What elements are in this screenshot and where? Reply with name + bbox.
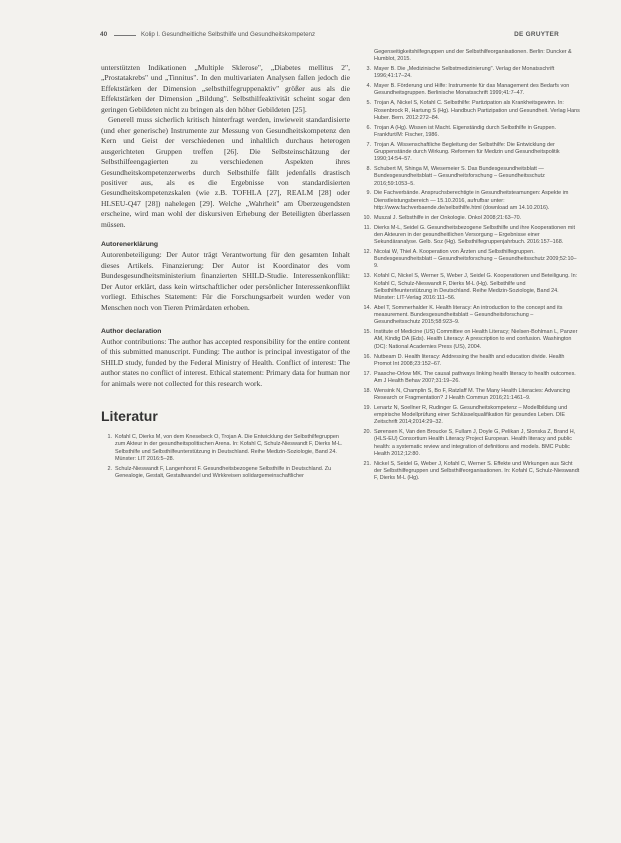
reference-number: 13. (363, 273, 371, 280)
reference-text: Schubert M, Shinga M, Wiesemeier S. Das Bundesgesundheitsblatt — Bundesgesundheitsblatt – Gesundheitsforschung – Gesundheitsschutz 2016;59:1053–5. (374, 166, 545, 187)
reference-number: 19. (363, 404, 371, 411)
reference-text: Schulz-Nieswandt F, Langenhorst F. Gesundheitsbezogene Selbsthilfe in Deutschland. Zu Genealogie, Gestalt, Gestaltwandel und Wirkkreisen solidargemeinschaftlicher (115, 465, 332, 479)
reference-text: Nicolai W, Thiel A. Kooperation von Ärzten und Selbsthilfegruppen. Bundesgesundheitsblatt – Gesundheitsforschung – Gesundheitsschutz 2009;52:10–9. (374, 248, 577, 270)
publisher-brand: DE GRUYTER (514, 31, 559, 38)
reference-item (361, 100, 581, 122)
literature-heading: Literatur (101, 408, 158, 425)
reference-item (361, 305, 581, 327)
body-text (101, 63, 350, 230)
reference-text: Nickel S, Seidel G, Weber J, Kofahl C, Werner S. Effekte und Wirkungen aus Sicht der Selbsthilfegruppen und Selbsthilfeorganisationen. In: Kofahl C, Schulz-Nieswandt F, Dierks M-L (Hg). (374, 460, 580, 482)
reference-text: Sørensen K, Van den Broucke S, Fullam J, Doyle G, Pelikan J, Slonska Z, Brand H, (HLS-EU) Consortium Health Literacy Project European. Health literacy and public health: a systematic review and integration of definitions and models. BMC Public Health 2012;12:80. (374, 429, 576, 457)
reference-text: Lenartz N, Soellner R, Rudinger G. Gesundheitskompetenz – Modellbildung und empirische Modellprüfung einer Schlüsselqualifikation für gesundes Leben. DIE Zeitschrift 2014;2014:29–32. (374, 404, 568, 426)
reference-item (361, 49, 581, 64)
reference-item (361, 329, 581, 351)
reference-text: Trojan A, Nickel S, Kofahl C. Selbsthilfe: Partizipation als Krankheitsgewinn. In: Rosenbrock R, Hartung S (Hg). Handbuch Partizipation und Gesundheit. Verlag Hans Huber. Bern. 2012:272–84. (374, 100, 580, 121)
reference-text: Wensink N, Champlin S, Bo F, Ratzlaff M. The Many Health Literacies: Advancing Research or Fragmentation? J Health Commun 2016;21:1461–9. (374, 387, 570, 401)
reference-number: 11. (363, 224, 371, 231)
reference-item (361, 125, 581, 140)
reference-item (361, 166, 581, 188)
reference-number: 8. (366, 166, 371, 173)
body-paragraph: unterstützten Indikationen „Multiple Sklerose", „Diabetes mellitus 2", „Prostatakrebs" und „Tinnitus". In den multivariaten Analysen fallen jedoch die Effektstärken der Dimension „selbsthilfegruppenaktiv" größer aus als die Effektstärken der Dimension „Bildung". Selbsthilfeaktivität scheint sogar den geringen Gebildeten nicht zu bringen als den höher Gebildeten [25]. (101, 63, 350, 114)
reference-text: Institute of Medicine (US) Committee on Health Literacy; Nielsen-Bohlman L, Panzer AM, Kindig DA (Eds). Health Literacy: A prescription to end confusion. Washington (DC): National Academies Press (US), 2004. (374, 329, 578, 350)
reference-number: 20. (363, 429, 371, 436)
reference-item (361, 83, 581, 98)
reference-item (361, 142, 581, 164)
reference-text: Paasche-Orlow MK. The causal pathways linking health literacy to health outcomes. Am J Health Behav 2007;31:19–26. (374, 370, 576, 384)
reference-number: 18. (363, 387, 371, 394)
reference-text: Trojan A (Hg). Wissen ist Macht. Eigenständig durch Selbsthilfe in Gruppen. Frankfurt/M: Fischer, 1986. (374, 124, 557, 138)
reference-number: 2. (107, 465, 112, 472)
reference-number: 12. (363, 248, 371, 255)
reference-item (361, 461, 581, 483)
reference-item (101, 466, 350, 481)
reference-text: Trojan A. Wissenschaftliche Begleitung der Selbsthilfe: Die Entwicklung der Gruppenstände durch Wirkung. Reformen für Medizin und Gesundheitspolitik 1990;14:54–57. (374, 141, 560, 163)
reference-number: 10. (363, 214, 371, 221)
reference-item (361, 273, 581, 302)
reference-item (361, 190, 581, 212)
reference-number: 16. (363, 353, 371, 360)
reference-text: Mayer B. Die „Medizinische Selbstmedizinierung". Verlag der Monatsschrift 1996;41:17–24. (374, 66, 555, 80)
reference-number: 1. (107, 434, 112, 441)
reference-item (361, 66, 581, 81)
reference-item (361, 225, 581, 247)
reference-list-right (361, 49, 581, 483)
right-column (361, 49, 581, 485)
section-heading-autorenerklaerung: Autorenerklärung (101, 241, 159, 249)
reference-text: Kofahl C, Dierks M, von dem Knesebeck O, Trojan A. Die Entwicklung der Selbsthilfegruppen zum Akteur in der gesundheitspolitischen Arena. In: Kofahl C, Schulz-Nieswandt F, Dierks M-L. Selbsthilfe und Selbsthilfeunterstützung in Deutschland. Reihe Medizin-Soziologie, Band 24. Münster: LIT 2016:5–28. (115, 434, 343, 462)
section-text-author-declaration: Author contributions: The author has accepted responsibility for the entire content of this submitted manuscript. Funding: The author is principal investigator of the SHILD study, funded by the Federal Ministry of Health. Conflict of interest: The author states no conflict of interest. Ethical statement: Primary data for human nor for animals were not collected for this research work. (101, 336, 350, 388)
header-rule (114, 35, 136, 36)
reference-text: Abel T, Sommerhalder K. Health literacy: An introduction to the concept and its measurement. Bundesgesundheitsblatt – Gesundheitsforschung – Gesundheitsschutz 2015;58:923–9. (374, 304, 563, 326)
reference-item (361, 215, 581, 222)
page-number: 40 (100, 31, 108, 38)
page-header (100, 31, 559, 43)
reference-item (361, 371, 581, 386)
reference-item (361, 249, 581, 271)
reference-number: 6. (366, 124, 371, 131)
reference-text: Mayer B. Förderung und Hilfe: Instrumente für das Management des Bedarfs von Gesundheitsgruppen. Berlinische Monatsschrift 1999;41:7–47. (374, 83, 570, 97)
reference-number: 5. (366, 100, 371, 107)
reference-number: 14. (363, 304, 371, 311)
reference-item (361, 354, 581, 369)
reference-number: 9. (366, 190, 371, 197)
body-paragraph: Generell muss sicherlich kritisch hinterfragt werden, inwieweit standardisierte (und eher generische) Instrumente zur Messung von Gesundheitskompetenz den Kern und Geist der verschiedenen und inhaltlich durchaus heterogen ausgerichteten Gruppen treffen [26]. Die Selbsteinschätzung der Selbsthilfeengagierten zu verschiedenen Aspekten ihres Gesundheitskompetenzerwerbs durch Selbsthilfe fällt jedenfalls drastisch positiver aus, als es die Ergebnisse von standardisierten Gesundheitskompetenzskalen (wie z.B. TOFHLA [27], REALM [28] oder HLSEU-Q47 [28]) nahelegen [29]. Welche „Wahrheit" am Überzeugendsten erscheine, wird man wohl der diskursiven Erhebung der Beteiligten überlassen müssen. (101, 115, 350, 229)
reference-number: 15. (363, 329, 371, 336)
reference-number: 17. (363, 370, 371, 377)
reference-text: Nutbeam D. Health literacy: Addressing the health and education divide. Health Promot Int 2008;23:152–67. (374, 353, 565, 367)
reference-number: 3. (366, 66, 371, 73)
section-text-autorenerklaerung: Autorenbeteiligung: Der Autor trägt Verantwortung für den gesamten Inhalt dieses Artikels. Finanzierung: Der Autor ist Koordinator des vom Bundesgesundheitsministerium finanzierten SHILD-Studie. Interessenkonflikt: Der Autor erklärt, dass kein wirtschaftlicher oder persönlicher Interessenkonflikt vorliegt. Ethisches Statement: Für die Forschungsarbeit wurden weder von Menschen noch von Tieren Primärdaten erhoben. (101, 250, 350, 312)
reference-text: Kofahl C, Nickel S, Werner S, Weber J, Seidel G. Kooperationen und Beteiligung. In: Kofahl C, Schulz-Nieswandt F, Dierks M-L (Hg). Selbsthilfe und Selbsthilfeunterstützung in Deutschland. Reihe Medizin-Soziologie, Band 24. Münster: LIT-Verlag 2016:111–56. (374, 273, 578, 302)
section-heading-author-declaration: Author declaration (101, 327, 162, 335)
reference-item (361, 429, 581, 458)
reference-list-left (101, 434, 350, 480)
reference-text: Gegenseitigkeitshilfegruppen und der Selbsthilfeorganisationen. Berlin: Duncker & Humblot, 2015. (374, 49, 572, 63)
reference-text: Muszal J. Selbsthilfe in der Onkologie. Onkol 2008;21:63–70. (374, 214, 522, 221)
reference-number: 7. (366, 141, 371, 148)
reference-item (361, 388, 581, 403)
reference-number: 21. (363, 460, 371, 467)
reference-text: Die Fachverbände. Anspruchsberechtigte in Gesundheitsteamungen: Aspekte im Dienstleistungsbereich — 15.10.2016, aufrufbar unter: http://www.fachverbaende.de/selbsthilfe.html (download am 14.10.2016). (374, 190, 569, 211)
left-column (101, 63, 350, 483)
reference-item (101, 434, 350, 463)
running-title: Kolip I. Gesundheitliche Selbsthilfe und Gesundheitskompetenz (141, 31, 316, 38)
reference-text: Dierks M-L, Seidel G. Gesundheitsbezogene Selbsthilfe und ihre Kooperationen mit den Akteuren in der gesundheitlichen Versorgung – Ergebnisse einer Sekundäranalyse. Gelb. Soz (Hg). Selbsthilfegruppenjahrbuch. 2016:157–168. (374, 224, 575, 246)
reference-number: 4. (366, 83, 371, 90)
reference-item (361, 405, 581, 427)
